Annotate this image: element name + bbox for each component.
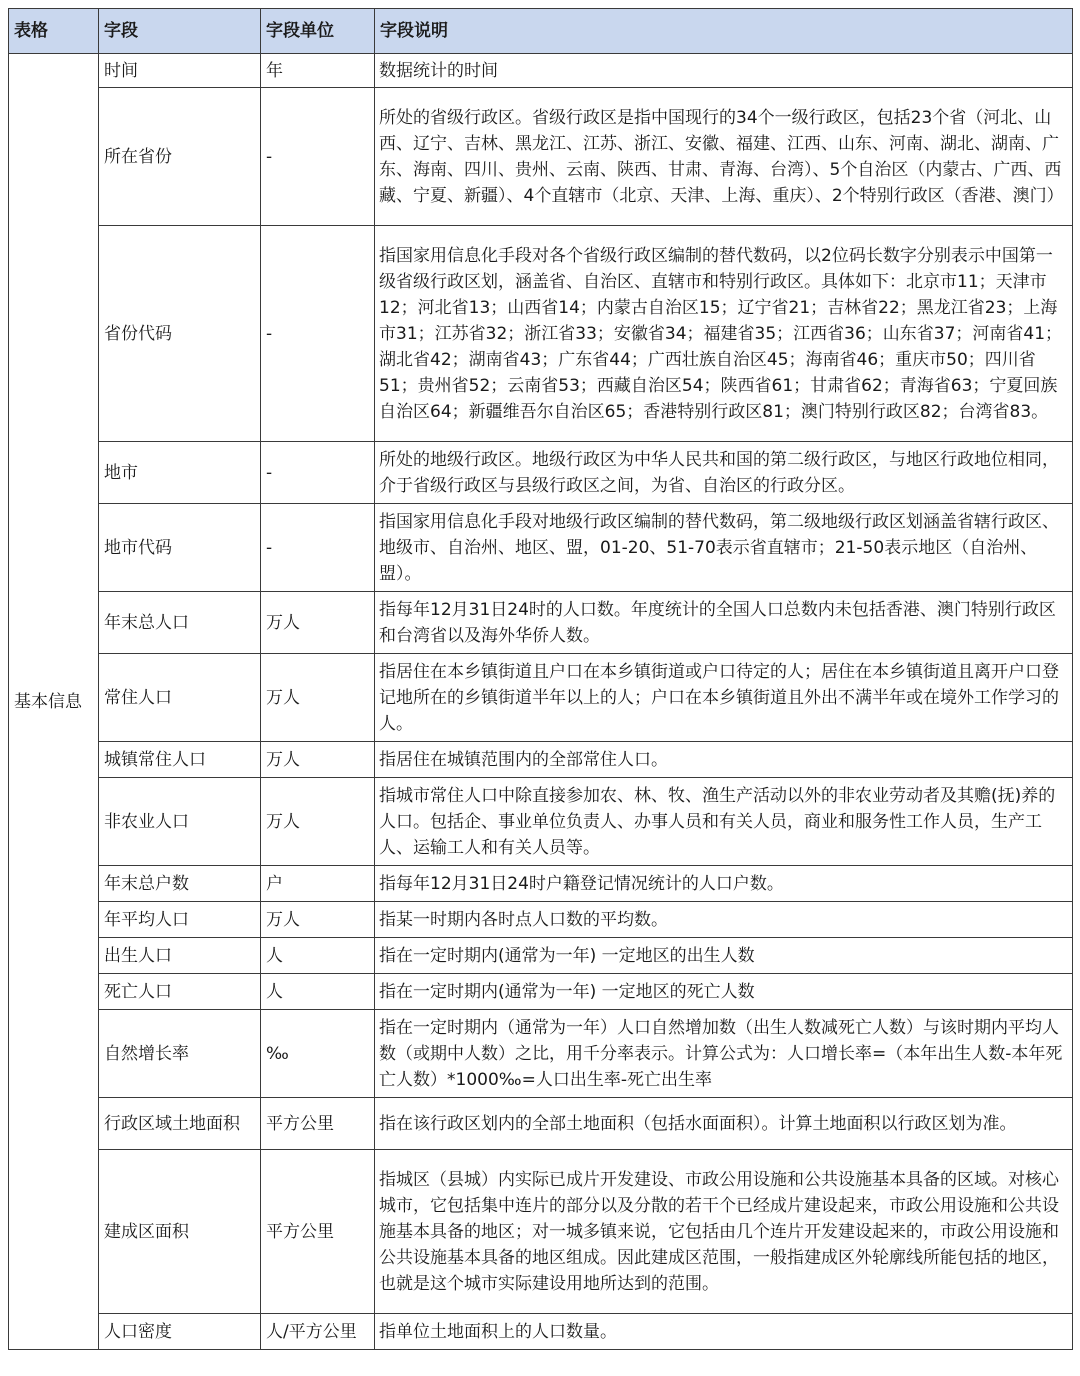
field-name-cell: 建成区面积 [99,1150,261,1314]
field-unit-cell: - [261,226,375,442]
field-name-cell: 常住人口 [99,654,261,742]
field-name-cell: 年末总人口 [99,592,261,654]
field-name-cell: 时间 [99,54,261,88]
field-name-cell: 自然增长率 [99,1010,261,1098]
field-description-cell: 指某一时期内各时点人口数的平均数。 [375,902,1073,938]
header-desc: 字段说明 [375,9,1073,54]
table-header-row [9,9,1073,54]
field-unit-cell: 人 [261,974,375,1010]
field-unit-cell: 平方公里 [261,1150,375,1314]
field-description-cell: 指在该行政区划内的全部土地面积（包括水面面积）。计算土地面积以行政区划为准。 [375,1098,1073,1150]
field-description-cell: 指国家用信息化手段对地级行政区编制的替代数码，第二级地级行政区划涵盖省辖行政区、地级市、自治州、地区、盟，01-20、51-70表示省直辖市；21-50表示地区（自治州、盟）。 [375,504,1073,592]
field-description-cell: 所处的省级行政区。省级行政区是指中国现行的34个一级行政区，包括23个省（河北、山西、辽宁、吉林、黑龙江、江苏、浙江、安徽、福建、江西、山东、河南、湖北、湖南、广东、海南、四川、贵州、云南、陕西、甘肃、青海、台湾）、5个自治区（内蒙古、广西、西藏、宁夏、新疆）、4个直辖市（北京、天津、上海、重庆）、2个特别行政区（香港、澳门） [375,88,1073,226]
field-unit-cell: ‰ [261,1010,375,1098]
field-description-cell: 指在一定时期内（通常为一年）人口自然增加数（出生人数减死亡人数）与该时期内平均人数（或期中人数）之比，用千分率表示。计算公式为：人口增长率=（本年出生人数-本年死亡人数）*1000‰=人口出生率-死亡出生率 [375,1010,1073,1098]
table-row [9,654,1073,742]
field-description-cell: 指城市常住人口中除直接参加农、林、牧、渔生产活动以外的非农业劳动者及其赡(抚)养的人口。包括企、事业单位负责人、办事人员和有关人员，商业和服务性工作人员，生产工人、运输工人和有关人员等。 [375,778,1073,866]
field-unit-cell: - [261,88,375,226]
field-description-cell: 数据统计的时间 [375,54,1073,88]
field-description-cell: 指在一定时期内(通常为一年) 一定地区的死亡人数 [375,974,1073,1010]
field-description-cell: 指居住在本乡镇街道且户口在本乡镇街道或户口待定的人；居住在本乡镇街道且离开户口登记地所在的乡镇街道半年以上的人；户口在本乡镇街道且外出不满半年或在境外工作学习的人。 [375,654,1073,742]
field-unit-cell: 万人 [261,742,375,778]
table-body [9,54,1073,1350]
table-row [9,1098,1073,1150]
table-row [9,88,1073,226]
field-description-cell: 指城区（县城）内实际已成片开发建设、市政公用设施和公共设施基本具备的区域。对核心城市，它包括集中连片的部分以及分散的若干个已经成片建设起来，市政公用设施和公共设施基本具备的地区；对一城多镇来说，它包括由几个连片开发建设起来的，市政公用设施和公共设施基本具备的地区组成。因此建成区范围，一般指建成区外轮廓线所能包括的地区，也就是这个城市实际建设用地所达到的范围。 [375,1150,1073,1314]
table-row [9,938,1073,974]
field-unit-cell: 万人 [261,654,375,742]
table-row [9,974,1073,1010]
field-name-cell: 非农业人口 [99,778,261,866]
field-unit-cell: 万人 [261,778,375,866]
table-row [9,1010,1073,1098]
header-table: 表格 [9,9,99,54]
field-unit-cell: 平方公里 [261,1098,375,1150]
field-description-cell: 指在一定时期内(通常为一年) 一定地区的出生人数 [375,938,1073,974]
field-definition-table [8,8,1073,1350]
field-name-cell: 死亡人口 [99,974,261,1010]
field-description-cell: 指每年12月31日24时的人口数。年度统计的全国人口总数内未包括香港、澳门特别行政区和台湾省以及海外华侨人数。 [375,592,1073,654]
field-unit-cell: 万人 [261,592,375,654]
field-description-cell: 指居住在城镇范围内的全部常住人口。 [375,742,1073,778]
field-name-cell: 出生人口 [99,938,261,974]
table-row [9,902,1073,938]
field-unit-cell: - [261,504,375,592]
field-unit-cell: 人 [261,938,375,974]
field-name-cell: 地市代码 [99,504,261,592]
table-row [9,442,1073,504]
field-name-cell: 人口密度 [99,1314,261,1350]
field-name-cell: 行政区域土地面积 [99,1098,261,1150]
table-row [9,54,1073,88]
header-unit: 字段单位 [261,9,375,54]
field-description-cell: 指每年12月31日24时户籍登记情况统计的人口户数。 [375,866,1073,902]
field-table-container [8,8,1072,1350]
table-row [9,778,1073,866]
table-row [9,1314,1073,1350]
field-unit-cell: 万人 [261,902,375,938]
table-row [9,1150,1073,1314]
field-name-cell: 年平均人口 [99,902,261,938]
field-unit-cell: 人/平方公里 [261,1314,375,1350]
field-name-cell: 年末总户数 [99,866,261,902]
table-row [9,866,1073,902]
table-row [9,592,1073,654]
table-row [9,742,1073,778]
field-name-cell: 城镇常住人口 [99,742,261,778]
field-unit-cell: 年 [261,54,375,88]
table-row [9,226,1073,442]
field-unit-cell: - [261,442,375,504]
field-description-cell: 指国家用信息化手段对各个省级行政区编制的替代数码，以2位码长数字分别表示中国第一级省级行政区划，涵盖省、自治区、直辖市和特别行政区。具体如下：北京市11；天津市12；河北省13；山西省14；内蒙古自治区15；辽宁省21；吉林省22；黑龙江省23；上海市31；江苏省32；浙江省33；安徽省34；福建省35；江西省36；山东省37；河南省41；湖北省42；湖南省43；广东省44；广西壮族自治区45；海南省46；重庆市50；四川省51；贵州省52；云南省53；西藏自治区54；陕西省61；甘肃省62；青海省63；宁夏回族自治区64；新疆维吾尔自治区65；香港特别行政区81；澳门特别行政区82；台湾省83。 [375,226,1073,442]
table-row [9,504,1073,592]
group-label-cell: 基本信息 [9,54,99,1350]
field-unit-cell: 户 [261,866,375,902]
field-name-cell: 地市 [99,442,261,504]
field-description-cell: 指单位土地面积上的人口数量。 [375,1314,1073,1350]
field-name-cell: 省份代码 [99,226,261,442]
header-field: 字段 [99,9,261,54]
field-description-cell: 所处的地级行政区。地级行政区为中华人民共和国的第二级行政区，与地区行政地位相同，介于省级行政区与县级行政区之间，为省、自治区的行政分区。 [375,442,1073,504]
field-name-cell: 所在省份 [99,88,261,226]
